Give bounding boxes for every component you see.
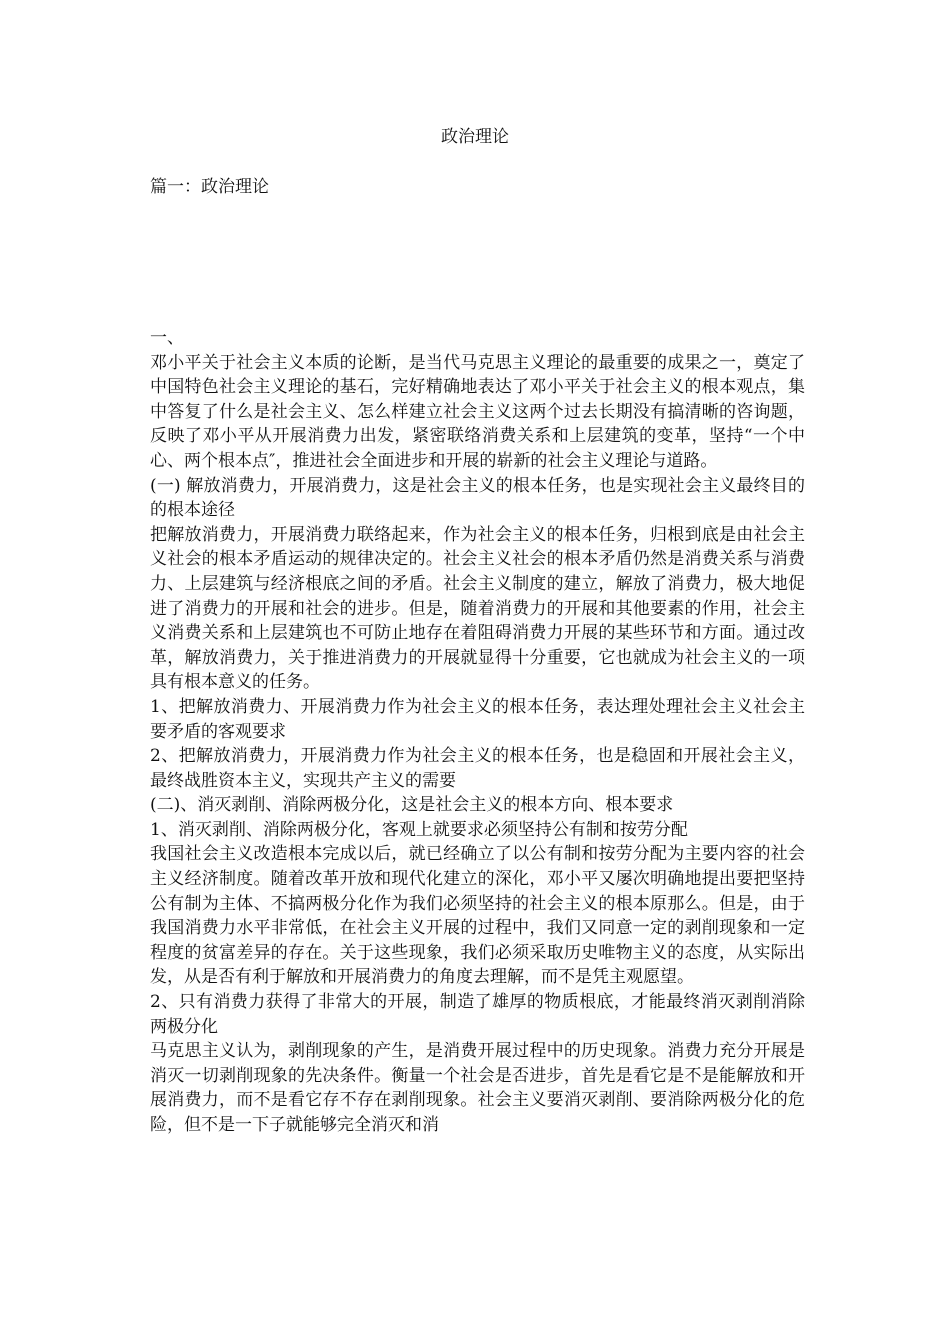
paragraph-section-1: 一、 [150,328,184,348]
paragraph-body-3: 马克思主义认为，剥削现象的产生，是消费开展过程中的历史现象。消费力充分开展是消灭一切剥削现象的先决条件。衡量一个社会是否进步，首先是看它是不是能解放和开展消费力，而不是看它存不存在剥削现象。社会主义要消灭剥削、要消除两极分化的危险，但不是一下子就能够完全消灭和消 [150,1041,805,1135]
paragraph-intro: 邓小平关于社会主义本质的论断，是当代马克思主义理论的最重要的成果之一，奠定了中国特色社会主义理论的基石，完好精确地表达了邓小平关于社会主义的根本观点，集中答复了什么是社会主义、怎么样建立社会主义这两个过去长期没有搞清晰的咨询题，反映了邓小平从开展消费力出发，紧密联络消费关系和上层建筑的变革，坚持“一个中心、两个根本点″，推进社会全面进步和开展的崭新的社会主义理论与道路。 [150,352,805,471]
paragraph-body-1: 把解放消费力，开展消费力联络起来，作为社会主义的根本任务，归根到底是由社会主义社会的根本矛盾运动的规律决定的。社会主义社会的根本矛盾仍然是消费关系与消费力、上层建筑与经济根底之间的矛盾。社会主义制度的建立，解放了消费力，极大地促进了消费力的开展和社会的进步。但是，随着消费力的开展和其他要素的作用，社会主义消费关系和上层建筑也不可防止地存在着阻碍消费力开展的某些环节和方面。通过改革，解放消费力，关于推进消费力的开展就显得十分重要，它也就成为社会主义的一项具有根本意义的任务。 [150,524,805,693]
paragraph-heading-1: (一) 解放消费力，开展消费力，这是社会主义的根本任务，也是实现社会主义最终目的的根本途径 [150,475,805,521]
paragraph-point-2-2: 2、只有消费力获得了非常大的开展，制造了雄厚的物质根底，才能最终消灭剥削消除两极分化 [150,992,805,1037]
document-subtitle: 篇一：政治理论 [150,177,269,197]
document-body [150,326,805,1138]
paragraph-body-2: 我国社会主义改造根本完成以后，就已经确立了以公有制和按劳分配为主要内容的社会主义经济制度。随着改革开放和现代化建立的深化，邓小平又屡次明确地提出要把坚持公有制为主体、不搞两极分化作为我们必须坚持的社会主义的根本原那么。但是，由于我国消费力水平非常低，在社会主义开展的过程中，我们又同意一定的剥削现象和一定程度的贫富差异的存在。关于这些现象，我们必须采取历史唯物主义的态度，从实际出发，从是否有利于解放和开展消费力的角度去理解，而不是凭主观愿望。 [150,844,805,988]
paragraph-point-2-1: 1、消灭剥削、消除两极分化，客观上就要求必须坚持公有制和按劳分配 [150,819,688,840]
document-title: 政治理论 [441,127,509,147]
paragraph-point-1-2: 2、把解放消费力，开展消费力作为社会主义的根本任务，也是稳固和开展社会主义，最终战胜资本主义，实现共产主义的需要 [150,746,805,791]
paragraph-point-1-1: 1、把解放消费力、开展消费力作为社会主义的根本任务，表达理处理社会主义社会主要矛盾的客观要求 [150,696,805,742]
paragraph-heading-2: (二)、消灭剥削、消除两极分化，这是社会主义的根本方向、根本要求 [150,795,674,816]
